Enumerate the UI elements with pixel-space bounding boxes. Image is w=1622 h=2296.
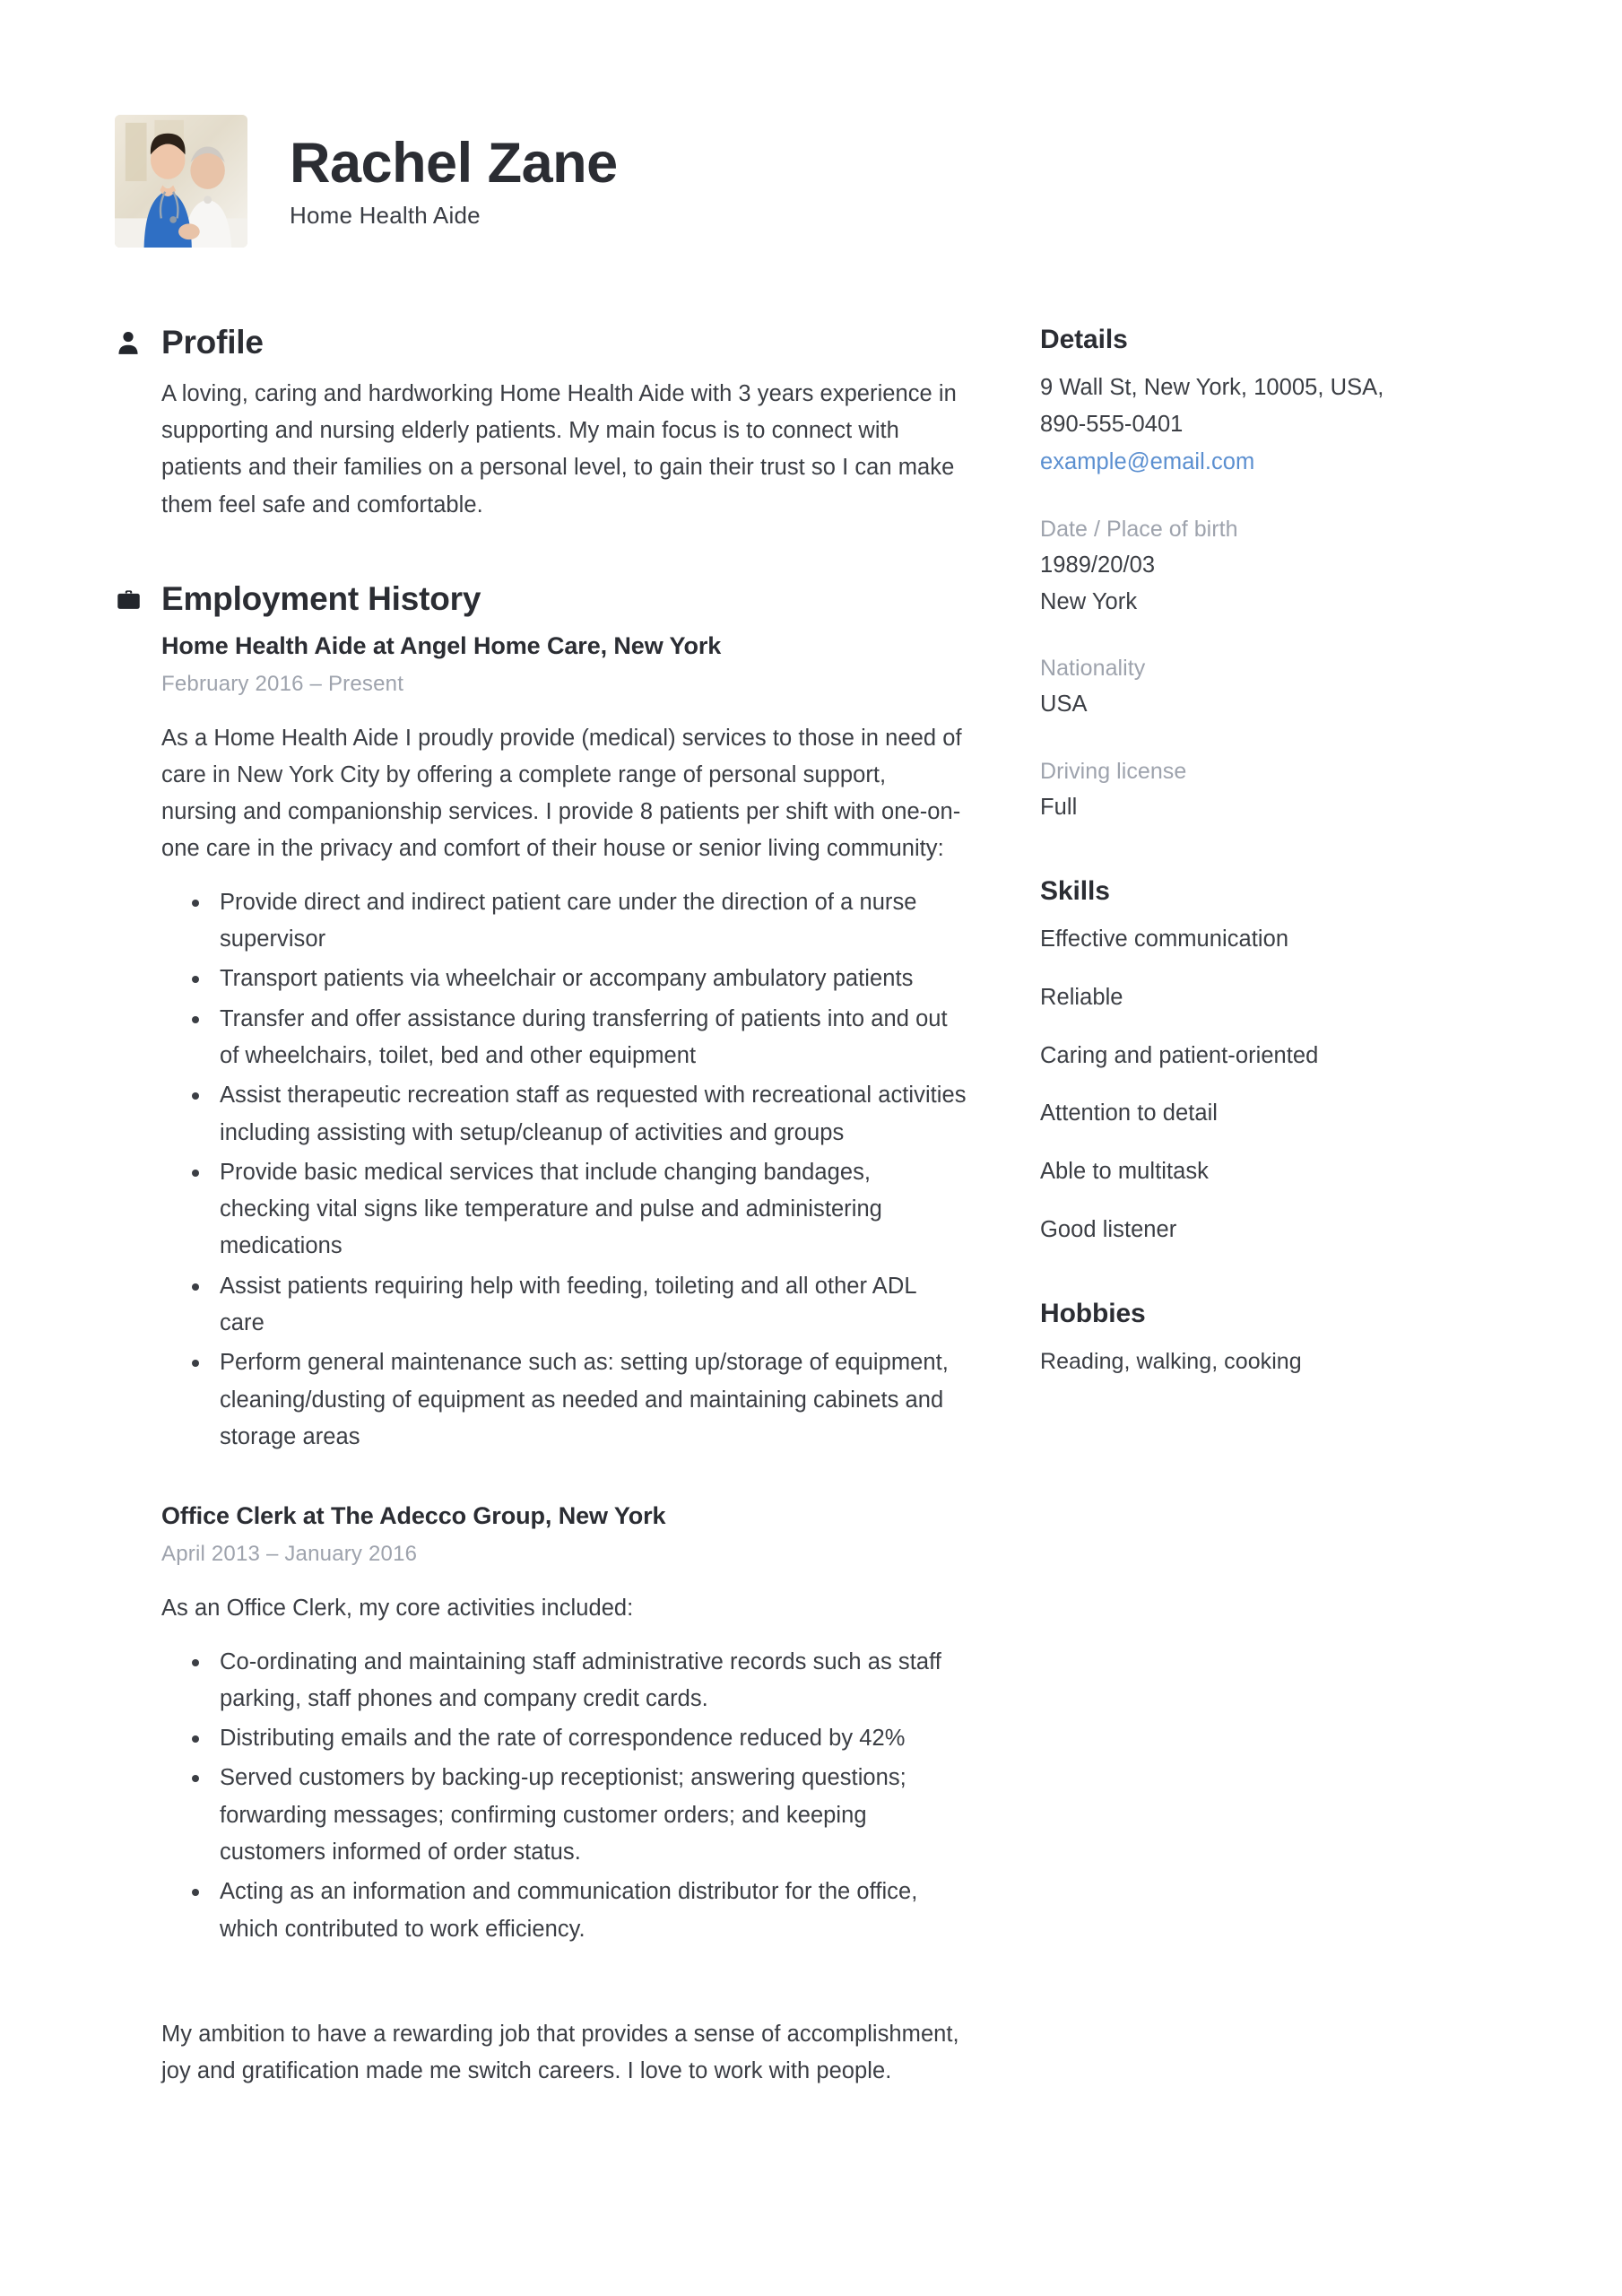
field-nationality [1040,650,1442,723]
resume-header [0,0,1622,248]
skills-title: Skills [1040,876,1110,907]
field-label: Date / Place of birth [1040,516,1238,542]
field-label: Driving license [1040,759,1187,785]
field-value-secondary: New York [1040,588,1138,614]
details-title: Details [1040,325,1128,354]
job-intro: As a Home Health Aide I proudly provide (medical) services to those in need of care in New York City by offering a complete range of personal support, nursing and companionship services. I provide 8 patients per shift with one-on-one care in the privacy and comfort of their house or senior living community: [161,725,962,862]
skill-item: Effective communication [1040,926,1289,952]
header-text [290,115,618,230]
profile-text: A loving, caring and hardworking Home Health Aide with 3 years experience in supporting and nursing elderly patients. My main focus is to connect with patients and their families on a personal level, to gain their trust so I can make them feel safe and comfortable. [161,380,957,517]
job-dates: February 2016 – Present [161,671,404,696]
briefcase-icon [115,584,142,614]
skill-item: Reliable [1040,984,1123,1010]
job-entry [161,632,967,1457]
sidebar-column [1020,325,1442,2090]
profile-heading-row [115,325,967,361]
details-email-link[interactable]: example@email.com [1040,448,1255,474]
details-address: 9 Wall St, New York, 10005, USA, [1040,375,1384,400]
section-details [1040,325,1442,826]
skill-item: Able to multitask [1040,1159,1209,1185]
section-employment [115,581,967,2091]
field-value: USA [1040,691,1088,718]
list-item: Assist patients requiring help with feeding, toileting and all other ADL care [192,1268,967,1343]
skill-item: Attention to detail [1040,1100,1219,1126]
list-item: Acting as an information and communication distributor for the office, which contributed to work efficiency. [192,1874,967,1948]
list-item: Transport patients via wheelchair or accompany ambulatory patients [192,961,967,997]
skill-item: Caring and patient-oriented [1040,1042,1319,1068]
main-column [115,325,1020,2090]
field-label: Nationality [1040,656,1146,682]
job-dates: April 2013 – January 2016 [161,1542,418,1567]
profile-body [115,376,967,524]
employment-body [115,632,967,2091]
field-value: Full [1040,795,1078,821]
header-job-title: Home Health Aide [290,202,481,230]
field-driving-license [1040,753,1442,826]
field-date-place-of-birth [1040,511,1442,621]
section-skills [1040,876,1442,1248]
job-intro: As an Office Clerk, my core activities included: [161,1596,634,1622]
employment-closing-text: My ambition to have a rewarding job that provides a sense of accomplishment, joy and gratification made me switch careers. I love to work with people. [161,2021,959,2084]
job-heading: Home Health Aide at Angel Home Care, New York [161,631,722,659]
list-item: Co-ordinating and maintaining staff administrative records such as staff parking, staff phones and company credit cards. [192,1644,967,1718]
list-item: Assist therapeutic recreation staff as requested with recreational activities including assisting with setup/cleanup of activities and groups [192,1077,967,1152]
details-phone: 890-555-0401 [1040,412,1184,438]
profile-title: Profile [161,324,264,361]
page-title: Rachel Zane [290,132,618,195]
resume-columns [0,325,1622,2090]
hobbies-text: Reading, walking, cooking [1040,1348,1302,1374]
hobbies-title: Hobbies [1040,1298,1146,1328]
employment-title: Employment History [161,579,481,617]
job-bullets [161,1644,967,1948]
list-item: Transfer and offer assistance during transferring of patients into and out of wheelchairs, toilet, bed and other equipment [192,1001,967,1075]
employment-heading-row [115,581,967,618]
list-item: Served customers by backing-up receptionist; answering questions; forwarding messages; confirming customer orders; and keeping customers informed of order status. [192,1760,967,1871]
list-item: Provide direct and indirect patient care under the direction of a nurse supervisor [192,884,967,959]
avatar [115,115,247,248]
list-item: Perform general maintenance such as: setting up/storage of equipment, cleaning/dusting of equipment as needed and maintaining cabinets and storage areas [192,1344,967,1456]
list-item: Provide basic medical services that include changing bandages, checking vital signs like temperature and pulse and administering medications [192,1154,967,1265]
person-icon [115,327,142,358]
list-item: Distributing emails and the rate of correspondence reduced by 42% [192,1720,967,1757]
field-value: 1989/20/03 [1040,552,1156,578]
job-bullets [161,884,967,1456]
job-entry [161,1502,967,1948]
section-profile [115,325,967,524]
section-hobbies [1040,1299,1442,1379]
job-heading: Office Clerk at The Adecco Group, New York [161,1502,666,1530]
skill-item: Good listener [1040,1217,1177,1243]
